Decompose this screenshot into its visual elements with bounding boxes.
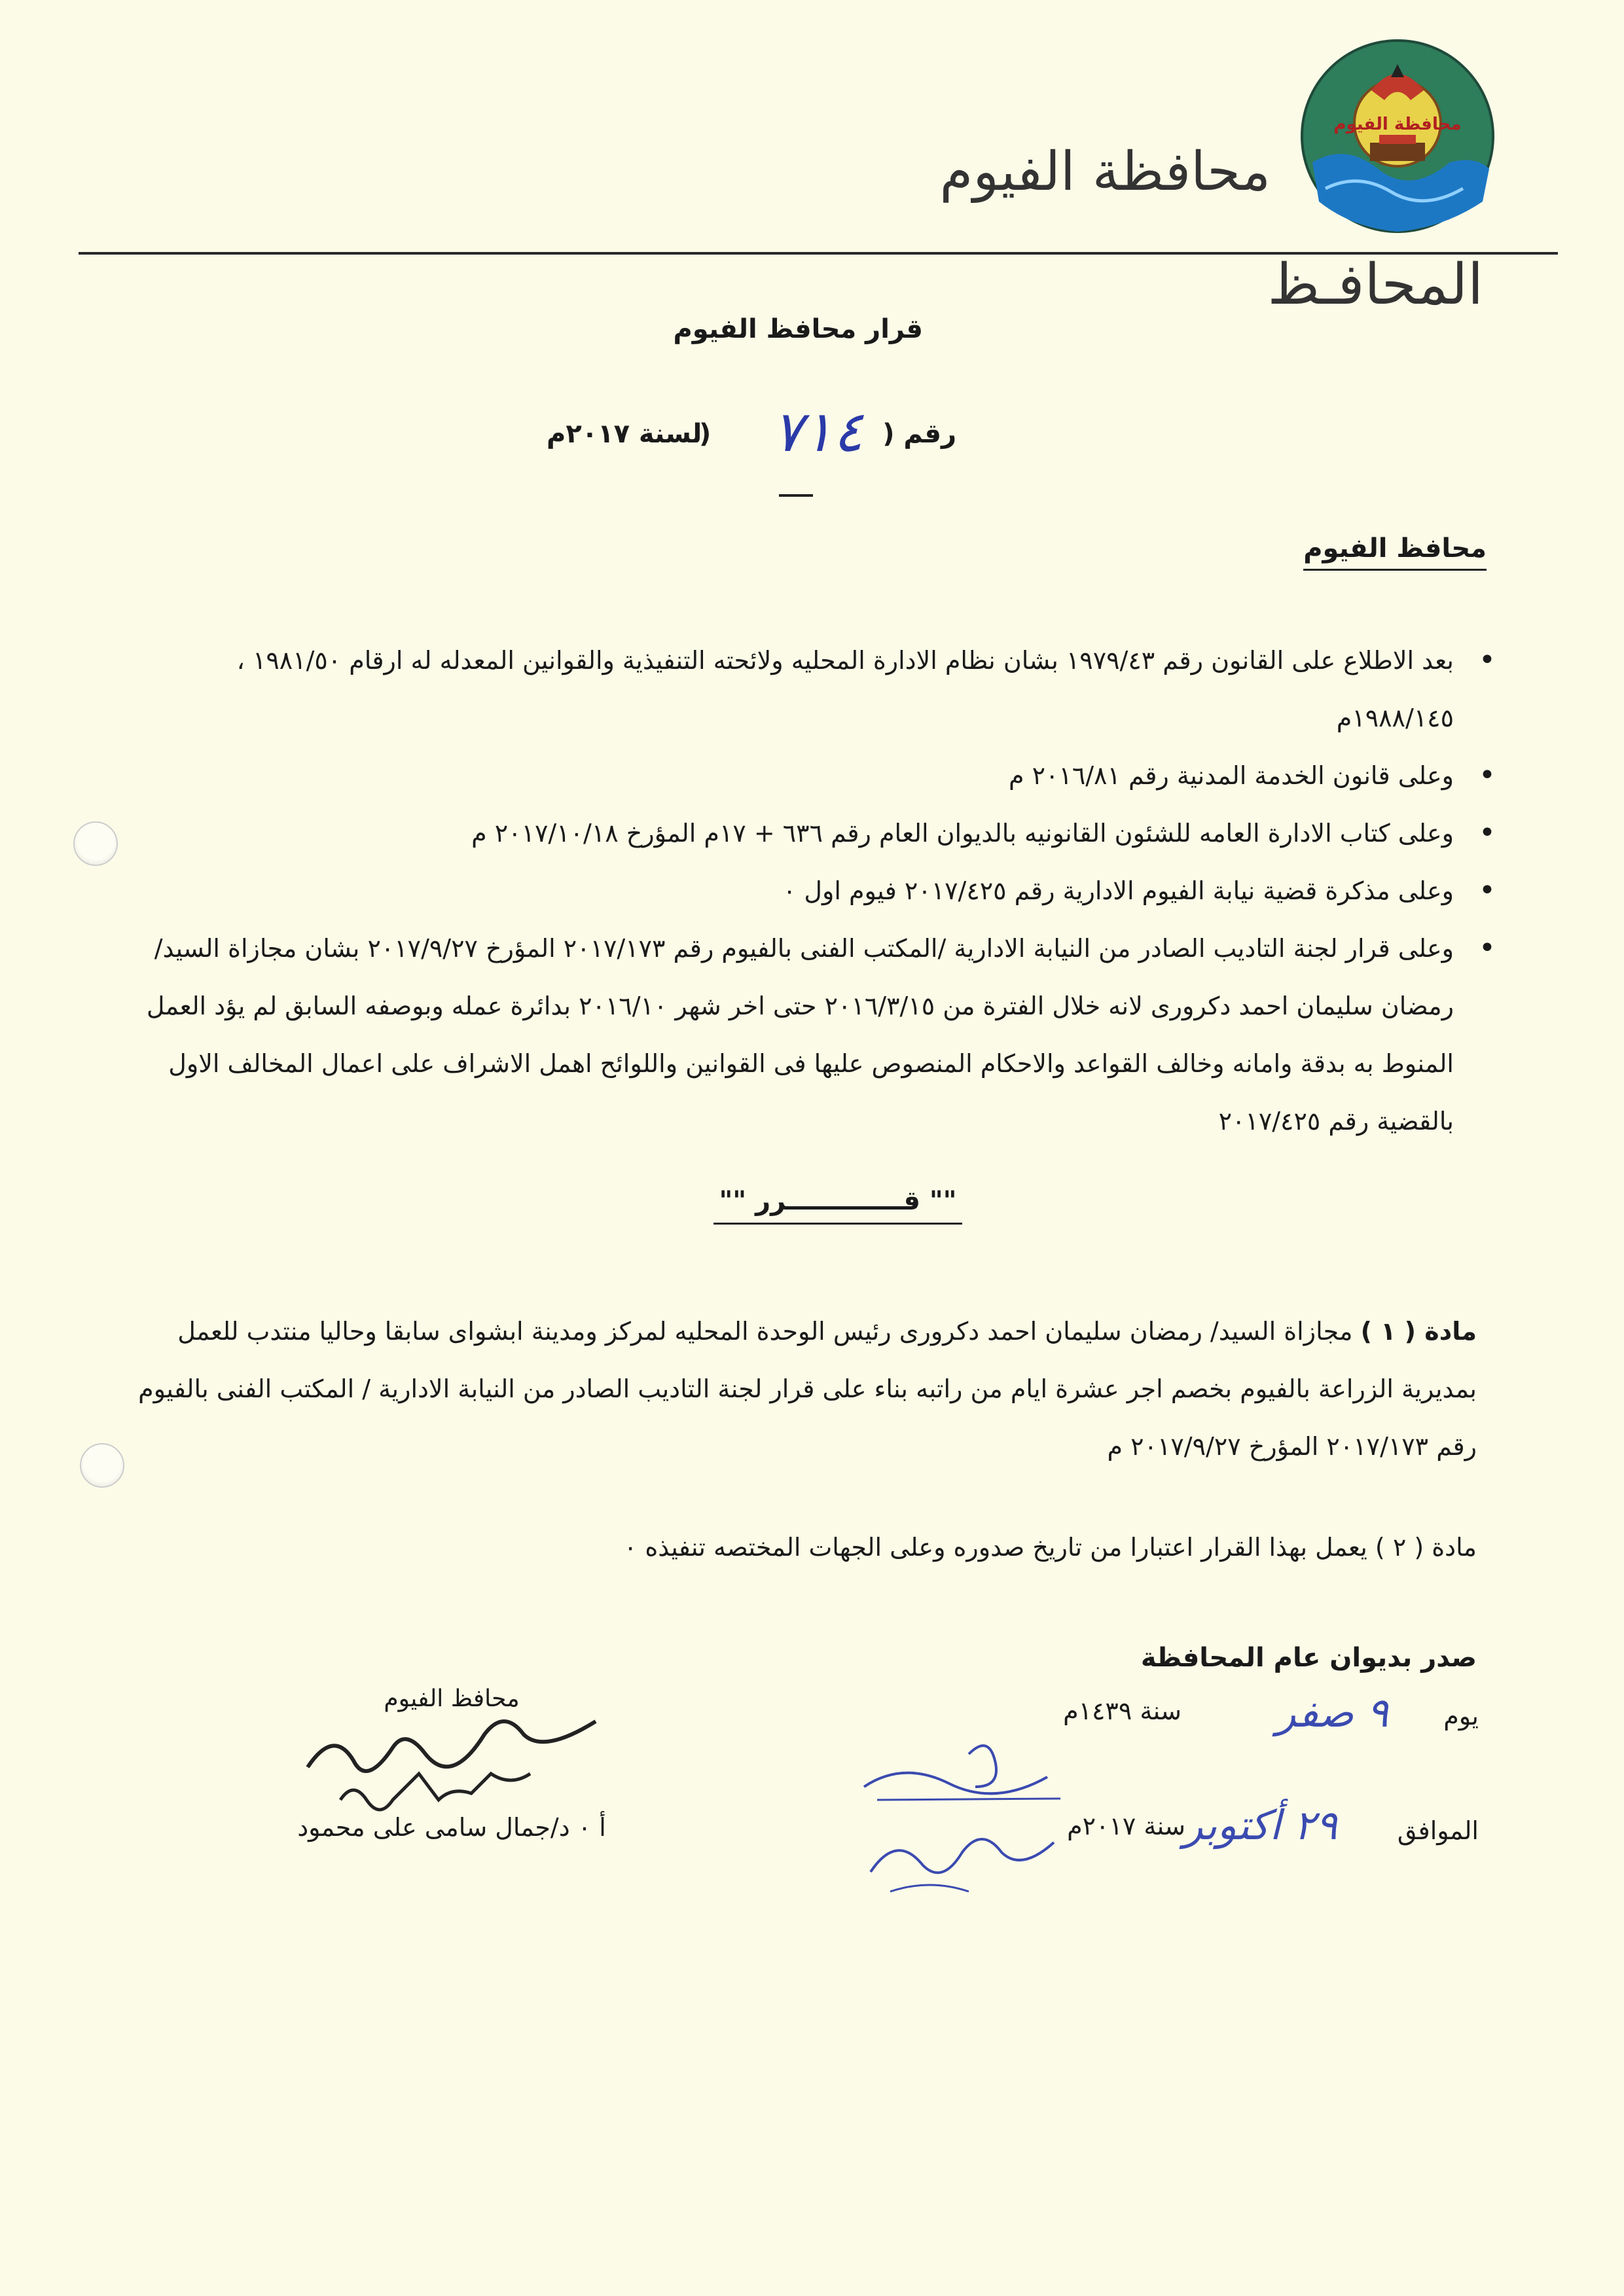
clerk-signature (851, 1715, 1100, 1911)
punch-hole (80, 1443, 124, 1488)
recital-item: • وعلى مذكرة قضية نيابة الفيوم الادارية رقم ٢٠١٧/٤٢٥ فيوم اول ٠ (112, 862, 1500, 920)
article-1 (135, 1302, 1477, 1475)
decision-number-close: ) (699, 419, 712, 449)
governor-signature (288, 1715, 615, 1813)
recital-item: • وعلى كتاب الادارة العامه للشئون القانونيه بالديوان العام رقم ٦٣٦ + ١٧م المؤرخ ٢٠١٧/١٠/١٨ م (112, 804, 1500, 862)
decision-number-label: رقم ( (882, 419, 956, 449)
corresponding-label: الموافق (1397, 1816, 1479, 1845)
article-2-text: يعمل بهذا القرار اعتبارا من تاريخ صدوره وعلى الجهات المختصه تنفيذه ٠ (623, 1533, 1367, 1562)
signature-title: محافظ الفيوم (384, 1685, 520, 1712)
signatory-name: أ ٠ د/جمال سامى على محمود (297, 1813, 606, 1842)
decides-heading: "" قـــــــــــــرر "" (713, 1186, 962, 1225)
article-2 (135, 1518, 1477, 1576)
decision-year: لسنة ٢٠١٧م (547, 419, 702, 449)
gregorian-year: سنة ٢٠١٧م (1067, 1812, 1185, 1840)
hijri-year: سنة ١٤٣٩م (1063, 1696, 1182, 1725)
governor-heading: محافظ الفيوم (1303, 533, 1487, 571)
office-title: المحافـظ (1267, 252, 1483, 317)
day-value: ٩ صفر (1276, 1689, 1388, 1736)
punch-hole (73, 821, 118, 866)
svg-text:محافظة الفيوم: محافظة الفيوم (1333, 115, 1462, 134)
decision-number-value: ٧١٤ (772, 399, 863, 465)
governorate-name: محافظة الفيوم (939, 141, 1271, 203)
title-dash (779, 494, 813, 497)
recital-item: • وعلى قانون الخدمة المدنية رقم ٢٠١٦/٨١ م (112, 747, 1500, 804)
article-1-text: مجازاة السيد/ رمضان سليمان احمد دكرورى رئيس الوحدة المحليه لمركز ومدينة ابشواى سابقا وحاليا منتدب للعمل بمديرية الزراعة بالفيوم بخصم اجر عشرة ايام من راتبه بناء على قرار لجنة التاديب الصادر من النيابة الادارية / المكتب الفنى بالفيوم رقم ٢٠١٧/١٧٣ المؤرخ ٢٠١٧/٩/٢٧ م (138, 1317, 1477, 1461)
governor-signature-block (249, 1685, 655, 1842)
decision-title: قرار محافظ الفيوم (673, 314, 923, 344)
day-label: يوم (1443, 1702, 1479, 1731)
recital-item: • وعلى قرار لجنة التاديب الصادر من النيابة الادارية /المكتب الفنى بالفيوم رقم ٢٠١٧/١٧٣ المؤرخ ٢٠١٧/٩/٢٧ بشان مجازاة السيد/ رمضان سليمان احمد دكرورى لانه خلال الفترة من ٢٠١٦/٣/١٥ حتى اخر شهر ٢٠١٦/١٠ بدائرة عمله وبوصفه السابق لم يؤد العمل المنوط به بدقة وامانه وخالف القواعد والاحكام المنصوص عليها فى القوانين واللوائح اهمل الاشراف على اعمال المخالف الاول بالقضية رقم ٢٠١٧/٤٢٥ (112, 920, 1500, 1150)
article-2-label: مادة ( ٢ ) (1375, 1533, 1477, 1562)
fayoum-governorate-logo (1299, 38, 1496, 234)
corresponding-value: ٢٩ أكتوبر (1183, 1801, 1337, 1849)
issued-heading: صدر بديوان عام المحافظة (1140, 1643, 1477, 1673)
recitals-list (112, 632, 1500, 1150)
recital-item: • بعد الاطلاع على القانون رقم ١٩٧٩/٤٣ بشان نظام الادارة المحليه ولائحته التنفيذية والقوانين المعدله له ارقام ١٩٨١/٥٠ ، ١٩٨٨/١٤٥م (112, 632, 1500, 747)
article-1-label: مادة ( ١ ) (1360, 1317, 1477, 1346)
